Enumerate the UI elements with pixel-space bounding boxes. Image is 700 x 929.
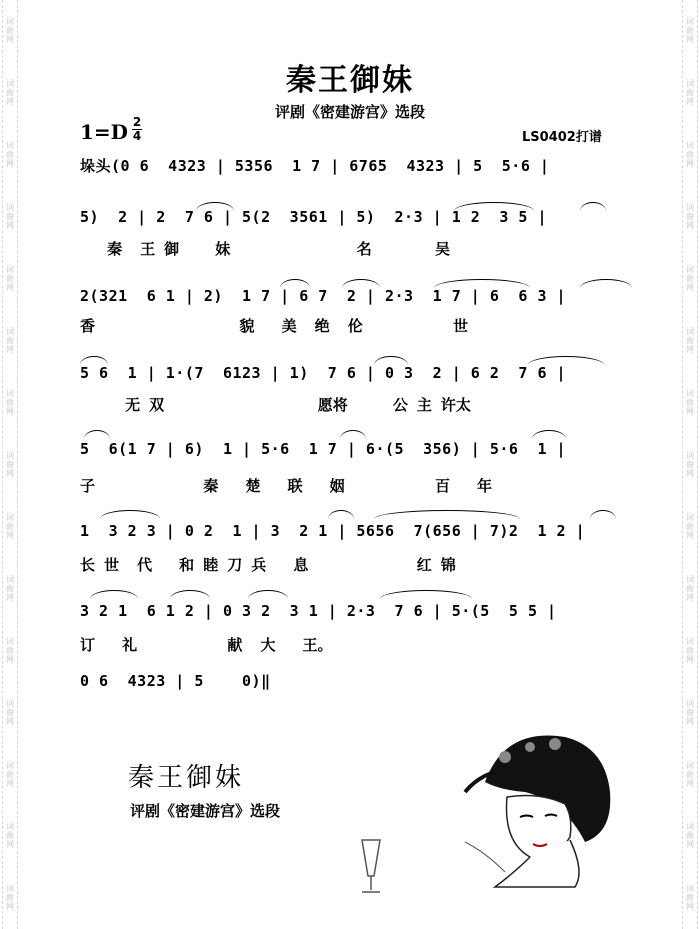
score-system (80, 354, 630, 416)
lyrics-line: 秦 王 御 妹 名 吴 (80, 240, 450, 258)
tie-slur (374, 510, 520, 519)
watermark-text: 词曲网 (685, 265, 695, 293)
right-watermark-strip (682, 0, 698, 929)
watermark-text: 词曲网 (5, 141, 15, 169)
watermark-text: 词曲网 (5, 327, 15, 355)
promo-title: 秦王御妹 (128, 763, 245, 793)
watermark-text: 词曲网 (5, 512, 15, 540)
notation-line: 5) 2 | 2 7 6 | 5(2 3561 | 5) 2·3 | 1 2 3 5 | (80, 208, 548, 226)
promo-subtitle: 评剧《密建游宫》选段 (130, 802, 281, 820)
notation-line: 5 6(1 7 | 6) 1 | 5·6 1 7 | 6·(5 356) | 5·6 1 | (80, 440, 567, 458)
score-subtitle: 评剧《密建游宫》选段 (274, 103, 425, 121)
lyrics-line: 订 礼 献 大 王。 (80, 636, 333, 654)
watermark-text: 词曲网 (685, 884, 695, 912)
watermark-text: 词曲网 (685, 17, 695, 45)
lyrics-line: 无 双 愿将 公 主 许太 (80, 396, 471, 414)
tie-slur (590, 510, 616, 519)
watermark-text: 词曲网 (685, 450, 695, 478)
notation-line: 2(321 6 1 | 2) 1 7 | 6 7 2 | 2·3 1 7 | 6 6 3 | (80, 287, 567, 305)
tie-slur (84, 430, 110, 439)
watermark-text: 词曲网 (685, 574, 695, 602)
watermark-text: 词曲网 (5, 17, 15, 45)
lyrics-line: 香 貌 美 绝 伦 世 (80, 317, 469, 335)
watermark-text: 词曲网 (5, 574, 15, 602)
watermark-text: 词曲网 (5, 760, 15, 788)
watermark-text: 词曲网 (685, 141, 695, 169)
lyrics-line: 长 世 代 和 睦 刀 兵 息 红 锦 (80, 556, 456, 574)
score-system (80, 428, 630, 494)
watermark-text: 词曲网 (5, 884, 15, 912)
watermark-text: 词曲网 (5, 822, 15, 850)
transcriber-credit: LS0402打谱 (522, 130, 602, 145)
notation-line: 1 3 2 3 | 0 2 1 | 3 2 1 | 5656 7(656 | 7)2 1 2 | (80, 522, 586, 540)
watermark-text: 词曲网 (685, 388, 695, 416)
key-signature: 1=D (80, 120, 129, 144)
tie-slur (532, 430, 566, 439)
tie-slur (100, 510, 160, 519)
watermark-text: 词曲网 (5, 450, 15, 478)
score-system (80, 588, 630, 654)
tie-slur (340, 430, 366, 439)
score-system (80, 277, 630, 339)
watermark-text: 词曲网 (5, 388, 15, 416)
score-system (80, 152, 630, 192)
watermark-text: 词曲网 (685, 822, 695, 850)
time-signature-top: 2 (132, 115, 142, 129)
time-signature (132, 116, 142, 143)
portrait-illustration (445, 722, 615, 892)
notation-line: 0 6 4323 | 5 0)‖ (80, 672, 271, 690)
watermark-text: 词曲网 (685, 760, 695, 788)
tie-slur (170, 590, 210, 599)
tie-slur (380, 590, 472, 599)
watermark-text: 词曲网 (685, 512, 695, 540)
watermark-text: 词曲网 (5, 698, 15, 726)
lyrics-line: 子 秦 楚 联 姻 百 年 (80, 477, 493, 495)
notation-line: 垛头(0 6 4323 | 5356 1 7 | 6765 4323 | 5 5·6 | (80, 157, 550, 175)
watermark-text: 词曲网 (685, 636, 695, 664)
watermark-text: 词曲网 (5, 636, 15, 664)
tie-slur (328, 510, 354, 519)
watermark-text: 词曲网 (685, 698, 695, 726)
tie-slur (90, 590, 138, 599)
watermark-text: 词曲网 (685, 203, 695, 231)
score-system (80, 200, 630, 262)
notation-line: 5 6 1 | 1·(7 6123 | 1) 7 6 | 0 3 2 | 6 2 7 6 | (80, 364, 567, 382)
notation-line: 3 2 1 6 1 2 | 0 3 2 3 1 | 2·3 7 6 | 5·(5 5 5 | (80, 602, 557, 620)
score-system (80, 668, 630, 698)
watermark-text: 词曲网 (685, 79, 695, 107)
watermark-text: 词曲网 (5, 265, 15, 293)
watermark-text: 词曲网 (5, 79, 15, 107)
score-system (80, 508, 630, 574)
time-signature-bottom: 4 (132, 129, 142, 143)
left-watermark-strip (2, 0, 18, 929)
score-title: 秦王御妹 (286, 63, 414, 98)
tie-slur (248, 590, 288, 599)
glass-illustration (356, 836, 386, 896)
watermark-text: 词曲网 (685, 327, 695, 355)
watermark-text: 词曲网 (5, 203, 15, 231)
